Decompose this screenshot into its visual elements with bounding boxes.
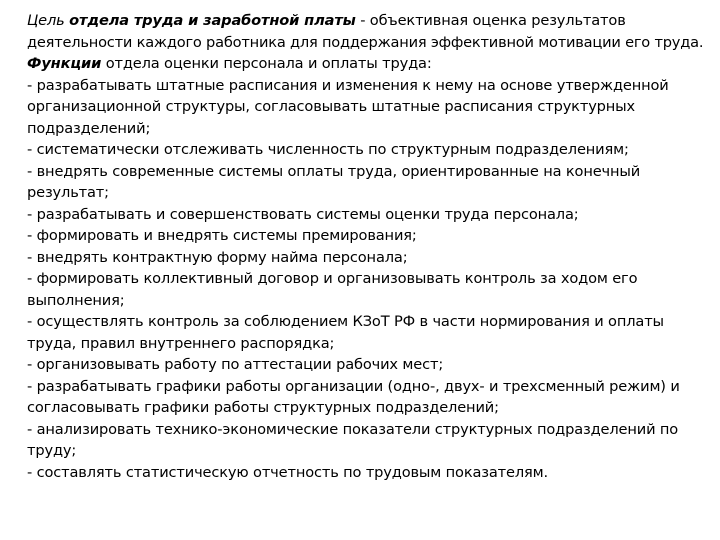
item-line: - анализировать технико-экономические показатели структурных подразделений по (27, 420, 679, 438)
item-line: - формировать коллективный договор и организовывать контроль за ходом его (27, 270, 638, 287)
functions-label: Функции (27, 55, 102, 72)
goal-label: Цель (27, 12, 65, 29)
item-line: - систематически отслеживать численность по структурным подразделениям; (27, 141, 629, 158)
goal-subject: отдела труда и заработной платы (69, 12, 356, 29)
item-line: - организовывать работу по аттестации рабочих мест; (27, 356, 444, 373)
item-line: - разрабатывать и совершенствовать системы оценки труда персонала; (27, 205, 579, 223)
item-line: - формировать и внедрять системы премирования; (27, 227, 417, 244)
item-line: согласовывать графики работы структурных подразделений; (27, 399, 499, 416)
item-line: - внедрять контрактную форму найма персонала; (27, 248, 408, 266)
item-line: подразделений; (27, 119, 151, 137)
functions-heading (27, 53, 703, 75)
item-line: - внедрять современные системы оплаты труда, ориентированные на конечный (27, 162, 641, 180)
document-text (27, 10, 703, 483)
item-line: - составлять статистическую отчетность по трудовым показателям. (27, 463, 549, 481)
item-line: - осуществлять контроль за соблюдением КЗоТ РФ в части нормирования и оплаты (27, 313, 664, 330)
goal-line-2: деятельности каждого работника для поддержания эффективной мотивации его труда. (27, 33, 704, 51)
goal-text-1: - объективная оценка результатов (355, 12, 626, 29)
item-line: выполнения; (27, 291, 125, 309)
item-line: - разрабатывать штатные расписания и изменения к нему на основе утвержденной (27, 76, 669, 94)
item-line: организационной структуры, согласовывать штатные расписания структурных (27, 98, 636, 115)
item-line: труда, правил внутреннего распорядка; (27, 334, 335, 352)
item-line: результат; (27, 184, 109, 201)
goal-line-1 (27, 10, 703, 32)
item-line: - разрабатывать графики работы организации (одно-, двух- и трехсменный режим) и (27, 377, 680, 395)
item-line: труду; (27, 442, 77, 459)
functions-heading-text: отдела оценки персонала и оплаты труда: (101, 55, 432, 72)
